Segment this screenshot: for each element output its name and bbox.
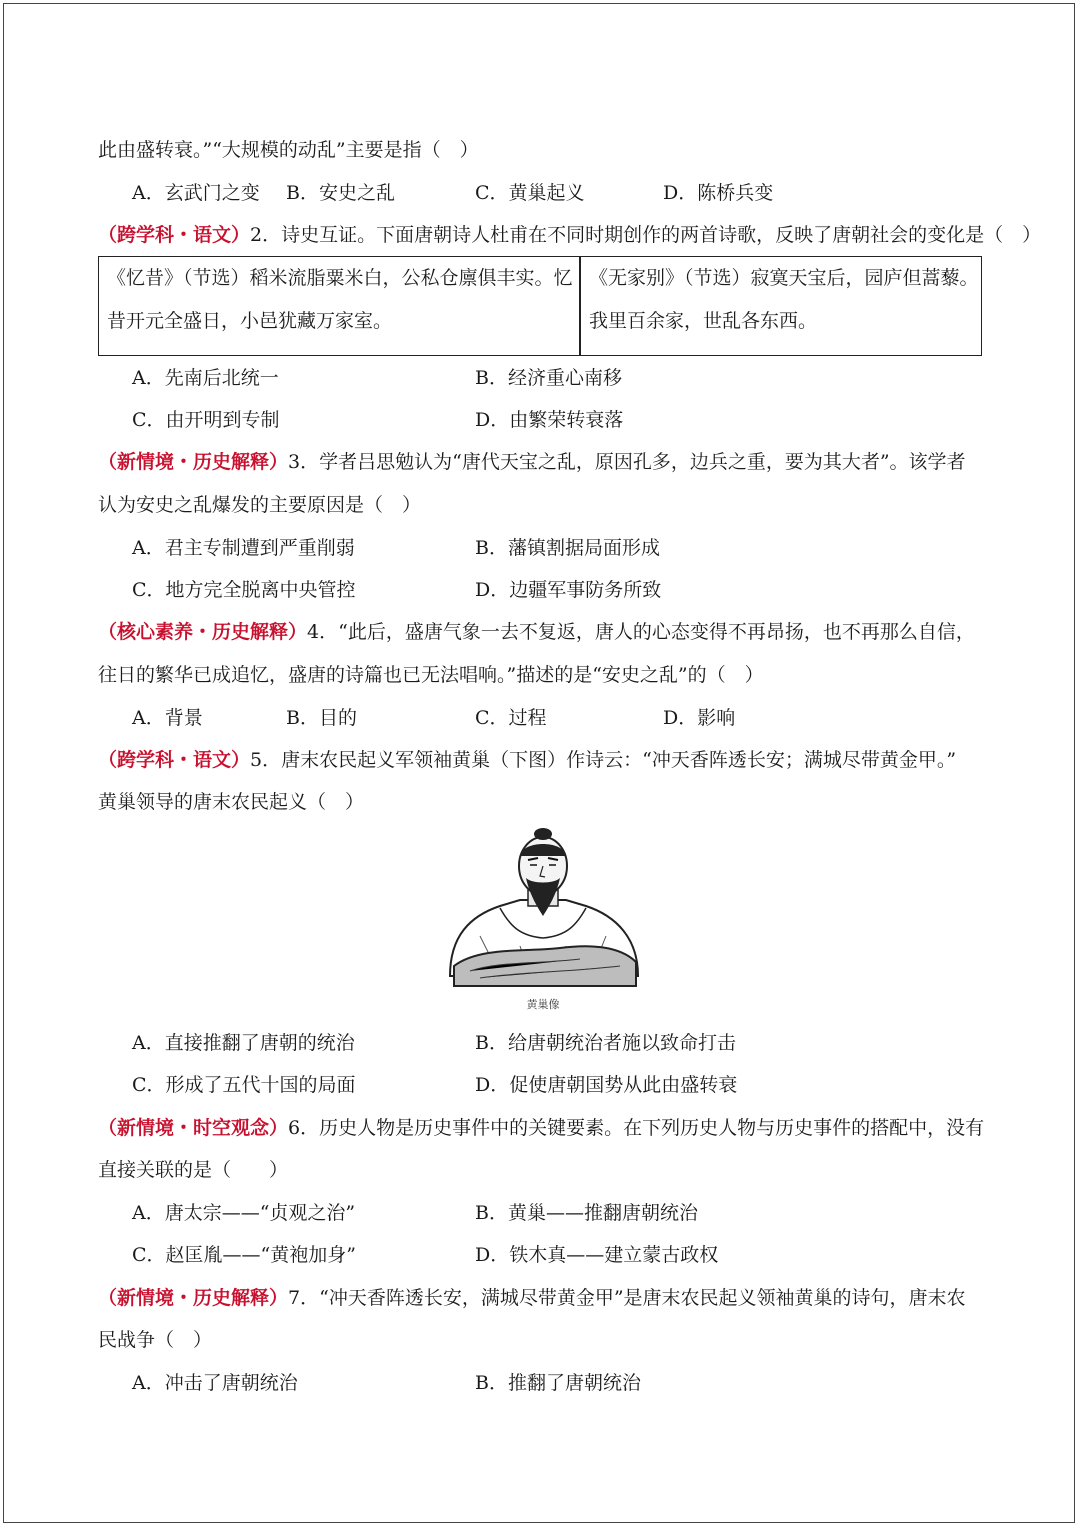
q2-tag: （跨学科・语文）	[98, 224, 251, 246]
q1-option-c: C．黄巢起义	[475, 182, 585, 204]
q2-stem-line	[98, 223, 1041, 247]
q7-option-a: A．冲击了唐朝统治	[132, 1372, 298, 1394]
q5-option-a: A．直接推翻了唐朝的统治	[132, 1032, 355, 1054]
q4-option-c: C．过程	[475, 707, 547, 729]
huang-chao-portrait	[440, 826, 646, 1016]
q6-tag: （新情境・时空观念）	[98, 1117, 289, 1139]
q4-tag: （核心素养・历史解释）	[98, 621, 308, 643]
q7-option-b: B．推翻了唐朝统治	[475, 1372, 641, 1394]
q6-stem-1: 6．历史人物是历史事件中的关键要素。在下列历史人物与历史事件的搭配中，没有	[288, 1117, 985, 1139]
poem-left-line-1: 《忆昔》（节选）稻米流脂粟米白，公私仓廪俱丰实。忆	[107, 267, 573, 289]
q3-tag: （新情境・历史解释）	[98, 451, 289, 473]
q7-stem-line-2: 民战争（ ）	[98, 1329, 213, 1351]
poem-divider	[579, 257, 581, 355]
q5-tag: （跨学科・语文）	[98, 749, 251, 771]
q2-option-a: A．先南后北统一	[132, 367, 279, 389]
q4-stem-line-2: 往日的繁华已成追忆，盛唐的诗篇也已无法唱响。”描述的是“安史之乱”的（ ）	[98, 664, 764, 686]
q6-option-c: C．赵匡胤——“黄袍加身”	[132, 1244, 356, 1266]
q2-option-d: D．由繁荣转衰落	[475, 409, 624, 431]
portrait-drawing	[440, 826, 646, 996]
q6-option-d: D．铁木真——建立蒙古政权	[475, 1244, 719, 1266]
q5-option-b: B．给唐朝统治者施以致命打击	[475, 1032, 736, 1054]
q7-stem-1: 7．“冲天香阵透长安，满城尽带黄金甲”是唐末农民起义领袖黄巢的诗句，唐末农	[288, 1287, 966, 1309]
q4-stem-1: 4．“此后，盛唐气象一去不复返，唐人的心态变得不再昂扬，也不再那么自信，	[307, 621, 975, 643]
poem-left-line-2: 昔开元全盛日，小邑犹藏万家室。	[107, 310, 393, 332]
q3-option-a: A．君主专制遭到严重削弱	[132, 537, 355, 559]
q3-stem-1: 3．学者吕思勉认为“唐代天宝之乱，原因孔多，边兵之重，要为其大者”。该学者	[288, 451, 966, 473]
q4-option-d: D．影响	[663, 707, 736, 729]
q1-option-a: A．玄武门之变	[132, 182, 260, 204]
poem-table	[98, 256, 982, 356]
q5-option-c: C．形成了五代十国的局面	[132, 1074, 356, 1096]
q3-stem-line-2: 认为安史之乱爆发的主要原因是（ ）	[98, 494, 422, 516]
q3-option-b: B．藩镇割据局面形成	[475, 537, 660, 559]
q5-stem-1: 5．唐末农民起义军领袖黄巢（下图）作诗云：“冲天香阵透长安；满城尽带黄金甲。”	[250, 749, 957, 771]
q5-stem-line-1	[98, 748, 956, 772]
q6-stem-line-1	[98, 1116, 984, 1140]
poem-right-line-1: 《无家别》（节选）寂寞天宝后，园庐但蒿藜。	[589, 267, 979, 289]
q5-option-d: D．促使唐朝国势从此由盛转衰	[475, 1074, 738, 1096]
portrait-caption: 黄巢像	[526, 998, 560, 1011]
q2-option-c: C．由开明到专制	[132, 409, 280, 431]
q6-option-b: B．黄巢——推翻唐朝统治	[475, 1202, 698, 1224]
q1-stem: 此由盛转衰。”“大规模的动乱”主要是指（ ）	[98, 139, 479, 161]
q4-stem-line-1	[98, 620, 975, 644]
q1-option-b: B．安史之乱	[286, 182, 395, 204]
poem-right-line-2: 我里百余家，世乱各东西。	[589, 310, 818, 332]
q4-option-a: A．背景	[132, 707, 203, 729]
q7-stem-line-1	[98, 1286, 966, 1310]
q4-option-b: B．目的	[286, 707, 357, 729]
q2-stem: 2．诗史互证。下面唐朝诗人杜甫在不同时期创作的两首诗歌，反映了唐朝社会的变化是（ ）	[250, 224, 1042, 246]
q6-stem-line-2: 直接关联的是（ ）	[98, 1159, 289, 1181]
q6-option-a: A．唐太宗——“贞观之治”	[132, 1202, 356, 1224]
q7-tag: （新情境・历史解释）	[98, 1287, 289, 1309]
q2-option-b: B．经济重心南移	[475, 367, 622, 389]
q1-option-d: D．陈桥兵变	[663, 182, 774, 204]
q5-stem-line-2: 黄巢领导的唐末农民起义（ ）	[98, 791, 365, 813]
q3-stem-line-1	[98, 450, 966, 474]
q3-option-d: D．边疆军事防务所致	[475, 579, 662, 601]
q3-option-c: C．地方完全脱离中央管控	[132, 579, 356, 601]
